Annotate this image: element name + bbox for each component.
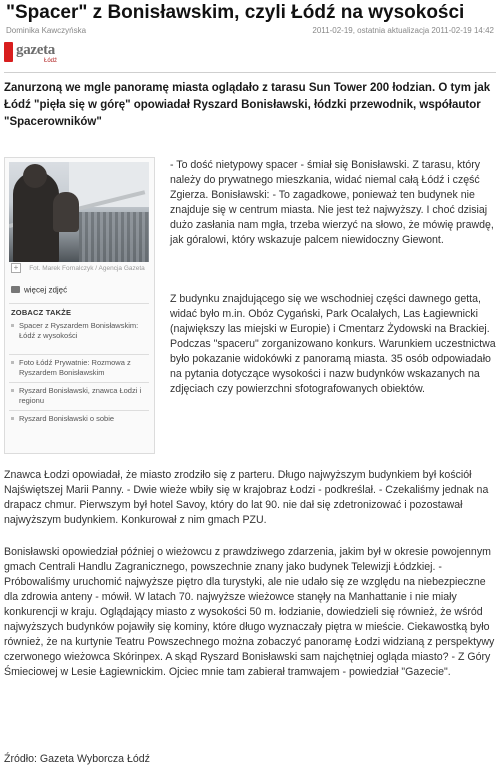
more-photos-link[interactable]: więcej zdjęć [11,285,67,297]
related-link[interactable]: Ryszard Bonisławski o sobie [11,414,149,424]
bullet-icon [11,361,14,364]
gazeta-logo[interactable] [4,42,66,66]
bullet-icon [11,417,14,420]
photo-credit: Fot. Marek Fornalczyk / Agencja Gazeta [29,265,145,272]
article-source: Źródło: Gazeta Wyborcza Łódź [4,753,150,765]
publish-date: 2011-02-19, ostatnia aktualizacja 2011-02-19 14:42 [312,26,494,35]
bullet-icon [11,389,14,392]
related-link[interactable]: Spacer z Ryszardem Bonisławskim: Łódź z wysokości [11,321,149,341]
camera-icon [11,286,20,293]
zoom-icon[interactable]: + [11,263,21,273]
article-paragraph: Z budynku znajdującego się we wschodniej części dawnego getta, widać było m.in. Obóz Cygański, Park Ocalałych, Las Łagiewnicki (największy las miejski w Europie) i Cmentarz Żydowski na Brackiej. Podczas "spaceru" zorganizowano konkurs. Warunkiem uczestnictwa było pokazanie widokówki z panoramą miasta. 35 osób odpowiadało na pytania dotyczące wysokości i nazw budynków wskazanych na zdjęciach czy powierzchni sfotografowanych obiektów. [170,293,496,395]
sidebar-divider [9,303,149,304]
byline [6,26,494,38]
article-paragraph: Bonisławski opowiedział później o wieżowcu z prawdziwego zdarzenia, jakim był w okresie powojennym gmach Centrali Handlu Zagranicznego, powszechnie znany jako budynek Telewizji Łódzkiej. - Próbowaliśmy uruchomić najwyższe piętro dla turystyki, ale nie udało się ze względu na niebezpieczne dla zdrowia anteny - mówił. W latach 70. najwyższe wieżowce stanęły na Manhattanie i nie miały konkurencji w kraju. Oglądający miasto z wysokości 50 m. łodzianie, dowiedzieli się również, że wśród najwyższych budynków pojawiły się kominy, które długo wyznaczały piętra w mieście. Ciekawostką było również, że na kurtynie Teatru Powszechnego można zobaczyć panoramę Łodzi widzianą z perspektywy czerwonego wieżowca Skórinpex. A skąd Ryszard Bonisławski sam najchętniej ogląda miasto? - Z Góry Śmieciowej w Lesie Łagiewnickim. Ojciec mnie tam zabierał tramwajem - powiedział "Gazecie". [4,546,495,678]
article-title: "Spacer" z Bonisławskim, czyli Łódź na wysokości [6,2,465,23]
author-name[interactable]: Dominika Kawczyńska [6,26,87,35]
logo-mark-icon [4,42,13,62]
logo-city-text: Łódź [44,58,58,64]
related-link[interactable]: Foto Łódź Prywatnie: Rozmowa z Ryszardem Bonisławskim [11,358,149,378]
article-paragraph: Znawca Łodzi opowiadał, że miasto zrodziło się z parteru. Długo najwyższym budynkiem był kościół Najświętszej Marii Panny. - Dwie wieże wbiły się w krajobraz Łodzi - podkreślał. - Czekaliśmy jednak na drapacz chmur. Pierwszym był hotel Savoy, który do lat 90. nie dał się zdetronizować i pozostawał najwyższym budynkiem. Konkurował z nim gmach PZU. [4,469,489,526]
article-paragraph: - To dość nietypowy spacer - śmiał się Bonisławski. Z tarasu, który należy do prywatnego mieszkania, widać niemal całą Łódź i część Zgierza. Bonisławski: - To zagadkowe, ponieważ ten budynek nie znajduje się w centrum miasta. Nie jest też najwyższy. I choć dzisiaj dużo zasłania nam mgła, trzeba wierzyć na słowo, że mówię prawdę, jak góralowi, który wskazuje palcem niewidoczny Giewont. [170,159,494,246]
related-divider [9,354,149,355]
logo-brand-text: gazeta [16,42,56,58]
see-also-heading: ZOBACZ TAKŻE [11,308,72,317]
header-divider [4,72,496,73]
related-link[interactable]: Ryszard Bonisławski, znawca Łodzi i regionu [11,386,149,406]
related-divider [9,410,149,411]
article-lead: Zanurzoną we mgle panoramę miasta oglądało z tarasu Sun Tower 200 łodzian. O tym jak Łódź "pięła się w górę" opowiadał Ryszard Bonisławski, łódzki przewodnik, współautor "Spacerowników" [4,82,491,128]
related-divider [9,382,149,383]
bullet-icon [11,324,14,327]
photo-sidebar [4,157,155,454]
article-photo[interactable] [9,162,149,262]
